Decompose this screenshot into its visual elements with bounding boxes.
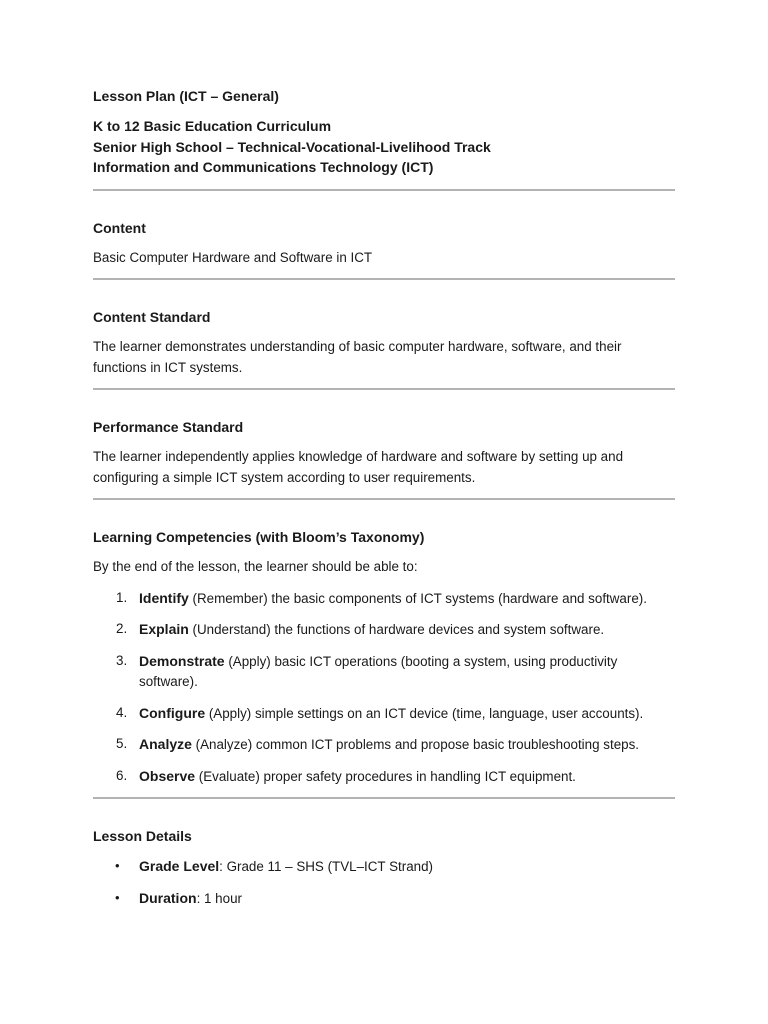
divider [93, 388, 675, 390]
competencies-section [93, 527, 675, 787]
lesson-details-heading: Lesson Details [93, 828, 192, 844]
bullet-icon: • [115, 858, 120, 873]
competency-description: (Evaluate) proper safety procedures in handling ICT equipment. [195, 768, 576, 784]
competencies-intro: By the end of the lesson, the learner should be able to: [93, 559, 418, 574]
competency-verb: Configure [139, 704, 206, 721]
performance-standard-heading: Performance Standard [93, 419, 244, 435]
lesson-details-section [93, 826, 675, 909]
list-item [93, 766, 675, 788]
detail-label: Grade Level [139, 858, 220, 874]
detail-label: Duration [139, 889, 197, 906]
competency-description: (Understand) the functions of hardware devices and system software. [188, 622, 605, 637]
list-item [93, 619, 675, 641]
competency-description: (Analyze) common ICT problems and propose basic troubleshooting steps. [191, 737, 639, 752]
content-standard-section [93, 307, 675, 378]
list-item [93, 651, 675, 693]
competency-verb: Observe [139, 767, 196, 784]
document-title: Lesson Plan (ICT – General) [93, 88, 279, 104]
list-number: 2. [116, 621, 128, 636]
list-number: 3. [116, 652, 128, 668]
divider [93, 797, 675, 799]
divider [93, 278, 675, 280]
header-line-curriculum: K to 12 Basic Education Curriculum [93, 118, 332, 134]
list-item [93, 588, 675, 610]
content-heading: Content [93, 219, 146, 236]
competency-description: (Apply) simple settings on an ICT device (time, language, user accounts). [205, 705, 644, 721]
header-line-subject: Information and Communications Technology (ICT) [93, 159, 434, 175]
list-number: 1. [116, 589, 128, 605]
detail-value: : 1 hour [196, 890, 242, 906]
divider [93, 498, 675, 500]
competency-description: (Remember) the basic components of ICT systems (hardware and software). [188, 590, 647, 606]
list-item [93, 703, 675, 725]
curriculum-header [93, 116, 675, 178]
competency-verb: Demonstrate [139, 652, 225, 669]
competency-list [93, 588, 675, 788]
content-standard-heading: Content Standard [93, 309, 211, 325]
header-line-track: Senior High School – Technical-Vocational-Livelihood Track [93, 138, 491, 155]
competency-verb: Explain [139, 621, 189, 637]
list-number: 4. [116, 704, 128, 720]
list-number: 6. [116, 767, 128, 783]
bullet-icon: • [115, 889, 120, 905]
competency-description: (Apply) basic ICT operations (booting a system, using productivity software). [139, 653, 618, 689]
content-standard-text: The learner demonstrates understanding of basic computer hardware, software, and their functions in ICT systems. [93, 339, 622, 375]
competency-verb: Identify [139, 589, 189, 606]
content-section [93, 218, 675, 269]
list-item [93, 888, 675, 910]
list-item [93, 856, 675, 878]
content-text: Basic Computer Hardware and Software in ICT [93, 249, 373, 265]
lesson-details-list [93, 856, 675, 909]
list-item [93, 734, 675, 756]
divider [93, 189, 675, 191]
competency-verb: Analyze [139, 736, 192, 752]
competencies-heading: Learning Competencies (with Bloom’s Taxonomy) [93, 529, 425, 545]
performance-standard-section [93, 417, 675, 488]
performance-standard-text: The learner independently applies knowledge of hardware and software by setting up and configuring a simple ICT system according to user requirements. [93, 449, 624, 485]
list-number: 5. [116, 736, 128, 751]
detail-value: : Grade 11 – SHS (TVL–ICT Strand) [219, 859, 434, 874]
